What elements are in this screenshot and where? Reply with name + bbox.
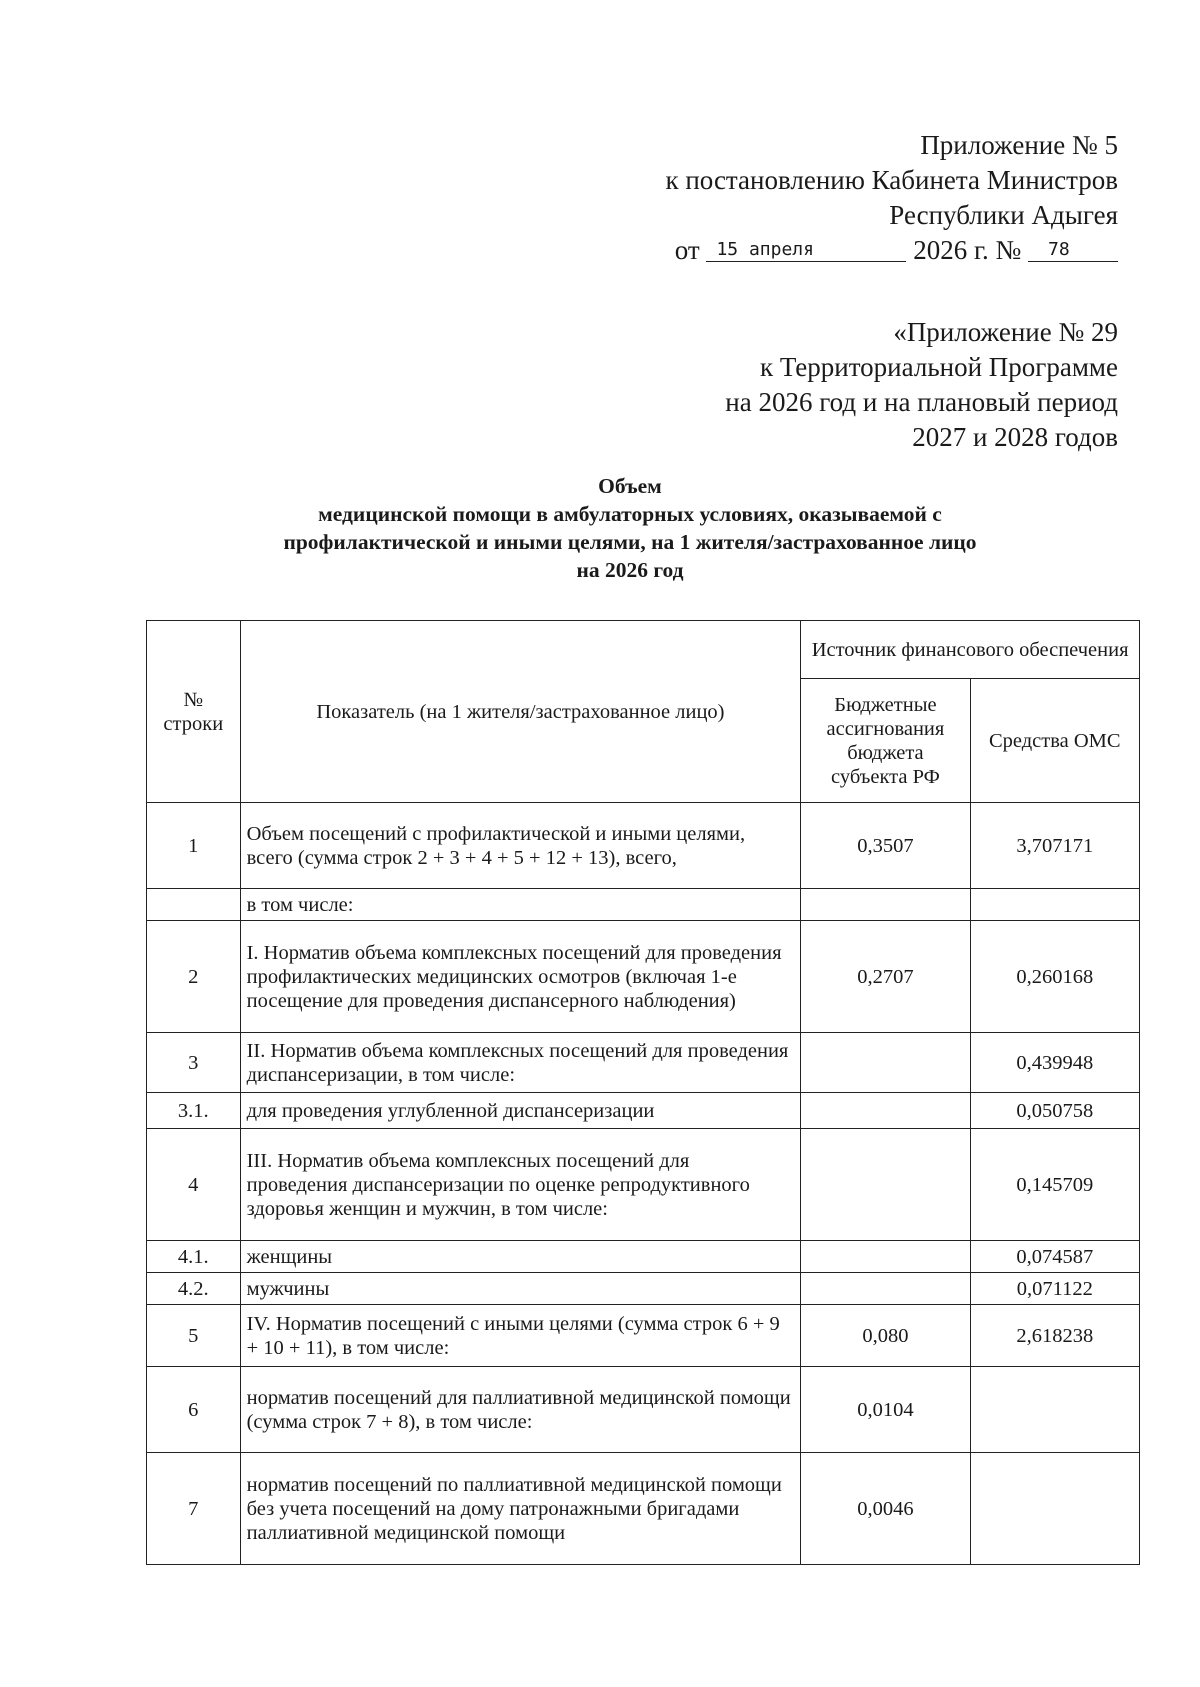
table-row [147,1367,1140,1453]
row-indicator: в том числе: [240,889,801,921]
row-indicator: норматив посещений для паллиативной медицинской помощи (сумма строк 7 + 8), в том числе: [240,1367,801,1453]
row-num: 4.2. [147,1273,241,1305]
date-value: 15 апреля [706,239,906,262]
row-budget: 0,2707 [801,921,970,1033]
appendix-header [558,315,1118,455]
table-row [147,1305,1140,1367]
header-line-2: к постановлению Кабинета Министров [665,165,1118,195]
row-indicator: мужчины [240,1273,801,1305]
row-indicator: для проведения углубленной диспансеризации [240,1093,801,1129]
title-line-1: Объем [598,474,662,498]
title-line-4: на 2026 год [576,558,684,582]
title-line-3: профилактической и иными целями, на 1 жителя/застрахованное лицо [283,530,977,554]
row-num: 7 [147,1453,241,1565]
table-row [147,1033,1140,1093]
date-prefix: от [674,235,700,265]
row-oms: 0,145709 [970,1129,1139,1241]
row-oms: 0,260168 [970,921,1139,1033]
row-indicator: I. Норматив объема комплексных посещений для проведения профилактических медицинских осмотров (включая 1-е посещение для проведения диспансерного наблюдения) [240,921,801,1033]
appendix-line-1: «Приложение № 29 [893,317,1118,347]
row-indicator: III. Норматив объема комплексных посещений для проведения диспансеризации по оценке репродуктивного здоровья женщин и мужчин, в том числе: [240,1129,801,1241]
table-row [147,889,1140,921]
row-num: 5 [147,1305,241,1367]
row-oms: 3,707171 [970,803,1139,889]
row-budget [801,1273,970,1305]
header-line-1: Приложение № 5 [920,130,1118,160]
header-indicator: Показатель (на 1 жителя/застрахованное лицо) [240,621,801,803]
row-num: 3 [147,1033,241,1093]
row-oms: 0,050758 [970,1093,1139,1129]
appendix-line-2: к Территориальной Программе [759,352,1118,382]
table-row [147,1093,1140,1129]
document-title [150,472,1110,584]
volume-table [146,620,1140,1565]
row-num: 3.1. [147,1093,241,1129]
row-budget: 0,0104 [801,1367,970,1453]
header-line-3: Республики Адыгея [889,200,1118,230]
row-num: 4 [147,1129,241,1241]
table-row [147,921,1140,1033]
header-budget: Бюджетные ассигнования бюджета субъекта РФ [801,679,970,803]
row-budget: 0,0046 [801,1453,970,1565]
table-row [147,1241,1140,1273]
row-num: 2 [147,921,241,1033]
year-text: 2026 г. № [913,235,1022,265]
row-indicator: Объем посещений с профилактической и иными целями, всего (сумма строк 2 + 3 + 4 + 5 + 12 + 13), всего, [240,803,801,889]
row-indicator: IV. Норматив посещений с иными целями (сумма строк 6 + 9 + 10 + 11), в том числе: [240,1305,801,1367]
row-num [147,889,241,921]
row-indicator: норматив посещений по паллиативной медицинской помощи без учета посещений на дому патронажными бригадами паллиативной медицинской помощи [240,1453,801,1565]
row-num: 4.1. [147,1241,241,1273]
row-num: 1 [147,803,241,889]
row-budget [801,889,970,921]
row-oms [970,1453,1139,1565]
row-budget [801,1241,970,1273]
appendix-line-4: 2027 и 2028 годов [912,422,1118,452]
row-oms [970,1367,1139,1453]
row-budget: 0,3507 [801,803,970,889]
row-oms: 0,439948 [970,1033,1139,1093]
decree-header [558,128,1118,268]
header-source: Источник финансового обеспечения [801,621,1140,679]
row-budget [801,1093,970,1129]
row-oms: 2,618238 [970,1305,1139,1367]
table-body [147,803,1140,1565]
table-row [147,803,1140,889]
row-budget [801,1033,970,1093]
appendix-line-3: на 2026 год и на плановый период [725,387,1118,417]
header-oms: Средства ОМС [970,679,1139,803]
date-line [558,233,1118,268]
table-row [147,1273,1140,1305]
title-line-2: медицинской помощи в амбулаторных условиях, оказываемой с [318,502,942,526]
header-row-num: № строки [147,621,241,803]
row-indicator: II. Норматив объема комплексных посещений для проведения диспансеризации, в том числе: [240,1033,801,1093]
row-num: 6 [147,1367,241,1453]
row-oms [970,889,1139,921]
decree-number: 78 [1028,239,1118,262]
table-row [147,1453,1140,1565]
row-oms: 0,071122 [970,1273,1139,1305]
row-budget [801,1129,970,1241]
row-oms: 0,074587 [970,1241,1139,1273]
row-indicator: женщины [240,1241,801,1273]
table-row [147,1129,1140,1241]
row-budget: 0,080 [801,1305,970,1367]
